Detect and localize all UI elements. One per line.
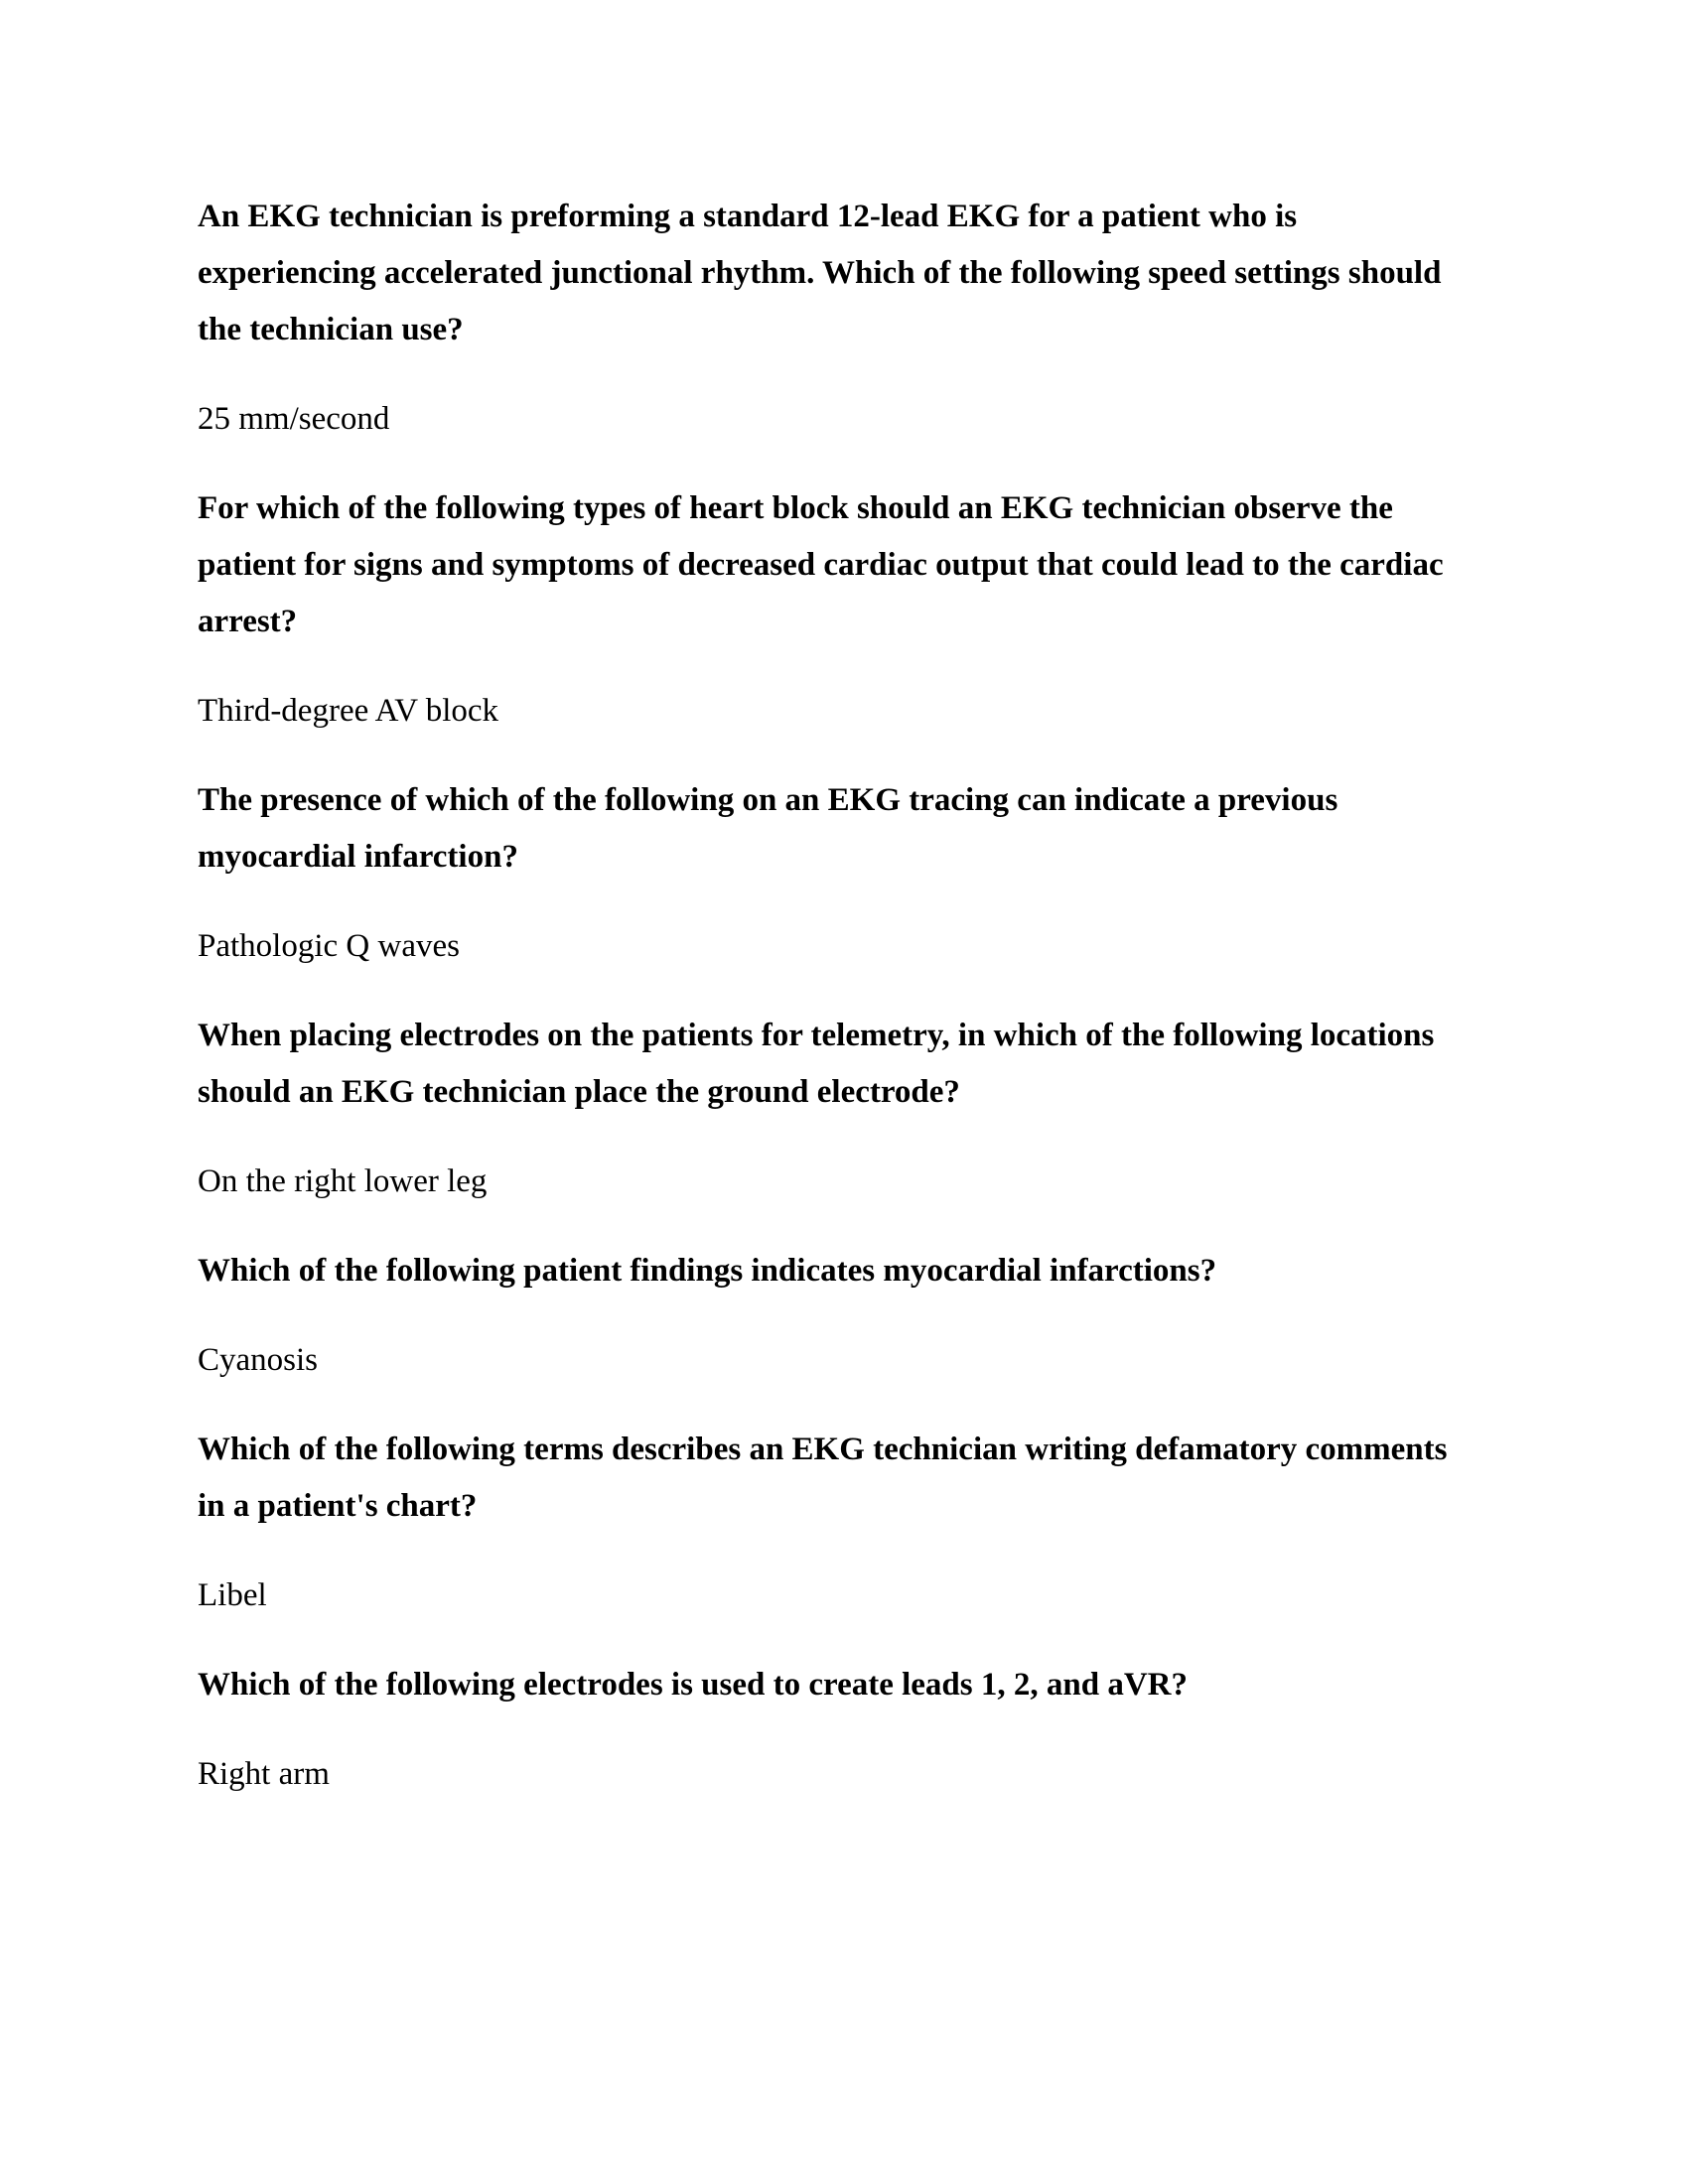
question-4: When placing electrodes on the patients for telemetry, in which of the following locations should an EKG technician place the ground electrode?: [198, 1018, 1435, 1110]
question-7: Which of the following electrodes is used to create leads 1, 2, and aVR?: [198, 1667, 1188, 1703]
answer-3: Pathologic Q waves: [198, 928, 460, 964]
answer-4: On the right lower leg: [198, 1163, 488, 1199]
answer-7: Right arm: [198, 1756, 330, 1792]
answer-1: 25 mm/second: [198, 401, 390, 437]
answer-2: Third-degree AV block: [198, 693, 499, 729]
question-5: Which of the following patient findings indicates myocardial infarctions?: [198, 1253, 1217, 1289]
question-3: The presence of which of the following on an EKG tracing can indicate a previous myocardial infarction?: [198, 782, 1338, 875]
answer-5: Cyanosis: [198, 1342, 319, 1378]
question-1: An EKG technician is preforming a standard 12-lead EKG for a patient who is experiencing accelerated junctional rhythm. Which of the following speed settings should the technician use?: [198, 199, 1442, 347]
answer-6: Libel: [198, 1577, 267, 1613]
question-2: For which of the following types of heart block should an EKG technician observe the patient for signs and symptoms of decreased cardiac output that could lead to the cardiac arrest?: [198, 490, 1444, 639]
question-6: Which of the following terms describes an EKG technician writing defamatory comments in a patient's chart?: [198, 1432, 1448, 1524]
document-page: [198, 189, 1469, 1836]
